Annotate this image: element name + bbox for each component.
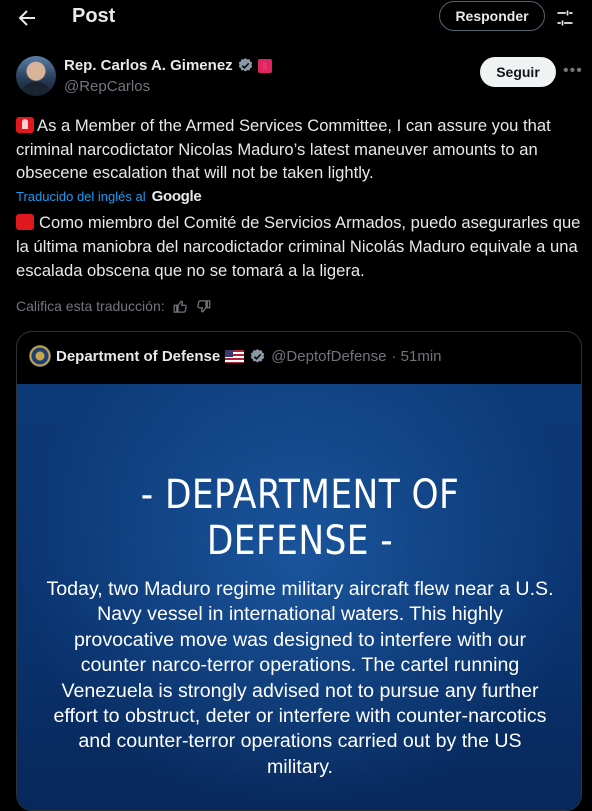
affiliation-badge-icon (258, 59, 272, 73)
rate-label: Califica esta traducción: (16, 298, 165, 314)
translation-attribution (16, 188, 201, 205)
thumbs-down-icon[interactable] (196, 299, 211, 314)
quoted-post-header (29, 345, 442, 367)
tune-icon[interactable] (554, 8, 576, 28)
avatar[interactable] (16, 56, 56, 96)
siren-emoji-icon (16, 117, 34, 133)
translation-text (16, 211, 584, 283)
back-arrow-icon[interactable] (14, 6, 40, 30)
us-flag-icon (225, 350, 244, 363)
verified-icon (237, 57, 254, 74)
quoted-author-handle: @DeptofDefense (271, 347, 387, 365)
translation-body: Como miembro del Comité de Servicios Armados, puedo asegurarles que la última maniobra del narcodictador criminal Nicolás Maduro equivale a una escalada obscena que no se tomará a la ligera. (16, 213, 581, 280)
more-icon[interactable]: ••• (563, 62, 583, 79)
author-name[interactable]: Rep. Carlos A. Gimenez (64, 57, 233, 74)
reply-button[interactable]: Responder (439, 1, 545, 31)
quoted-avatar (29, 345, 51, 367)
author-handle[interactable]: @RepCarlos (64, 78, 151, 95)
image-title: - DEPARTMENT OF DEFENSE - (140, 472, 460, 564)
image-body: Today, two Maduro regime military aircraft flew near a U.S. Navy vessel in international waters. This highly provocative move was designed to interfere with our counter narco-terror operations. The cartel running Venezuela is strongly advised not to pursue any further effort to obstruct, deter or interfere with counter-narcotics and counter-terror operations carried out by the US military. (46, 578, 554, 778)
tweet-text (16, 114, 584, 185)
rate-translation (16, 298, 211, 314)
quoted-time: · 51min (391, 347, 442, 365)
top-bar (0, 0, 592, 36)
verified-icon (249, 348, 266, 365)
follow-button[interactable]: Seguir (480, 57, 556, 87)
google-logo: Google (151, 188, 202, 205)
translated-label: Traducido del inglés al (16, 189, 146, 204)
quoted-post[interactable] (16, 331, 582, 811)
thumbs-up-icon[interactable] (173, 299, 188, 314)
siren-emoji-icon (16, 214, 34, 230)
page-title: Post (72, 5, 116, 27)
quoted-image[interactable] (17, 384, 582, 811)
quoted-author-name: Department of Defense (56, 347, 221, 365)
tweet-body: As a Member of the Armed Services Committee, I can assure you that criminal narcodictator Nicolas Maduro’s latest maneuver amounts to an obsecene escalation that will not be taken lightly. (16, 116, 551, 183)
author-name-row[interactable] (64, 57, 272, 74)
